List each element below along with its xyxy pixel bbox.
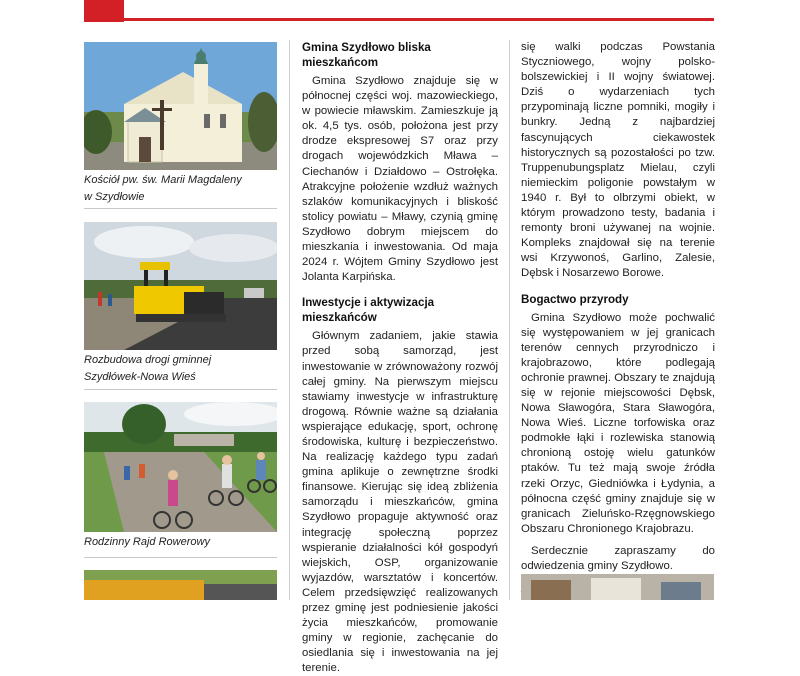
bike-rally-caption-line1: Rodzinny Rajd Rowerowy	[84, 536, 210, 548]
church-caption-line1: Kościół pw. św. Marii Magdaleny	[84, 174, 242, 186]
bottom-left-photo	[84, 570, 277, 600]
bike-rally-caption	[84, 534, 277, 551]
column-divider	[509, 40, 510, 600]
church-caption-line2: w Szydłowie	[84, 191, 145, 203]
investments-paragraph: Głównym zadaniem, jakie stawia przed sobą samorząd, jest inwestowanie w zrównoważony rozwój całej gminy. Na pierwszym miejscu stawiamy inwestycje w infrastrukturę drogową. Równie ważne są działania wspierające edukację, sport, ochronę środowiska, kulturę i bezpieczeństwo. Na realizację każdego typu zadań gmina aplikuje o zewnętrzne środki finansowe. Kierując się ideą zbliżenia samorządu i mieszkańców, gmina Szydłowo propaguje aktywność oraz integrację społeczną poprzez wspieranie działalności kół gospodyń wiejskich, OSP, organizowanie wyjazdów, warsztatów i koncertów. Celem przedsięwzięć realizowanych przez gminę jest podniesienie jakości życia mieszkańców, promowanie gminy w regionie, zachęcanie do osiedlania się i inwestowania na jej terenie.	[302, 330, 498, 675]
bottom-right-photo	[521, 574, 714, 600]
section-heading-intro: Gmina Szydłowo bliska mieszkańcom	[302, 41, 431, 69]
road-caption-line1: Rozbudowa drogi gminnej	[84, 354, 212, 366]
road-photo	[84, 222, 277, 350]
caption-divider	[84, 389, 277, 390]
church-photo	[84, 42, 277, 170]
intro-paragraph: Gmina Szydłowo znajduje się w północnej części woj. mazowieckiego, w powiecie mławskim. Zamieszkuje ją ok. 4,5 tys. osób, położona jest przy drodze ekspresowej S7 oraz przy drogach wojewódzkich Mława – Ciechanów i Działdowo – Ostrołęka. Atrakcyjne położenie wzdłuż ważnych szlaków komunikacyjnych i bliskość stolicy powiatu – Mławy, czynią gminę Szydłowo dobrym miejscem do mieszkania i inwestowania. Od maja 2024 r. Wójtem Gminy Szydłowo jest Jolanta Karpińska.	[302, 75, 498, 284]
article-middle-column	[302, 40, 498, 676]
road-caption	[84, 352, 277, 386]
nature-paragraph: Gmina Szydłowo może pochwalić się występowaniem w jej granicach terenów cennych przyrodniczo i krajobrazowo, które podlegają ochronie prawnej. Obszary te znajdują się w rejonie miejscowości Dębsk, Nowa Sławogóra, Stara Sławogóra, Nowa Wieś. Liczne torfowiska oraz podmokłe łąki i rozlewiska stanowią chronioną ostoję wielu gatunków ptaków. Tu też mają swoje źródła rzeki Orzyc, Giedniówka i Łydynia, a północna część gminy znajduje się w granicach Zieluńsko-Rzęgnowskiego Obszaru Chronionego Krajobrazu.	[521, 311, 715, 535]
bike-rally-photo	[84, 402, 277, 532]
section-heading-investments: Inwestycje i aktywizacja mieszkańców	[302, 296, 435, 325]
section-heading-nature: Bogactwo przyrody	[521, 292, 629, 306]
column-divider	[289, 40, 290, 600]
caption-divider	[84, 208, 277, 209]
history-paragraph: się walki podczas Powstania Styczniowego, wojny polsko-bolszewickiej i II wojny światowej. Dziś o wydarzeniach tych przypominają liczne pomniki, mogiły i bunkry. Jedną z najbardziej fascynujących ciekawostek historycznych są pozostałości po tzw. Truppenubungsplatz Mielau, czyli niemieckim poligonie powstałym w 1940 r. Był to olbrzymi obiekt, w którym prowadzono testy, badania i remonty broni używanej na wojnie. Kompleks znajdował się na terenie wsi Krzywonoś, Garlino, Zalesie, Dębsk i Nosarzewo Borowe.	[521, 41, 715, 280]
caption-divider	[84, 557, 277, 558]
article-right-column	[521, 40, 715, 597]
header-rule	[84, 18, 714, 21]
invitation-paragraph: Serdecznie zapraszamy do odwiedzenia gminy Szydłowo.	[521, 544, 715, 572]
church-caption	[84, 172, 277, 206]
road-caption-line2: Szydłówek-Nowa Wieś	[84, 371, 196, 383]
